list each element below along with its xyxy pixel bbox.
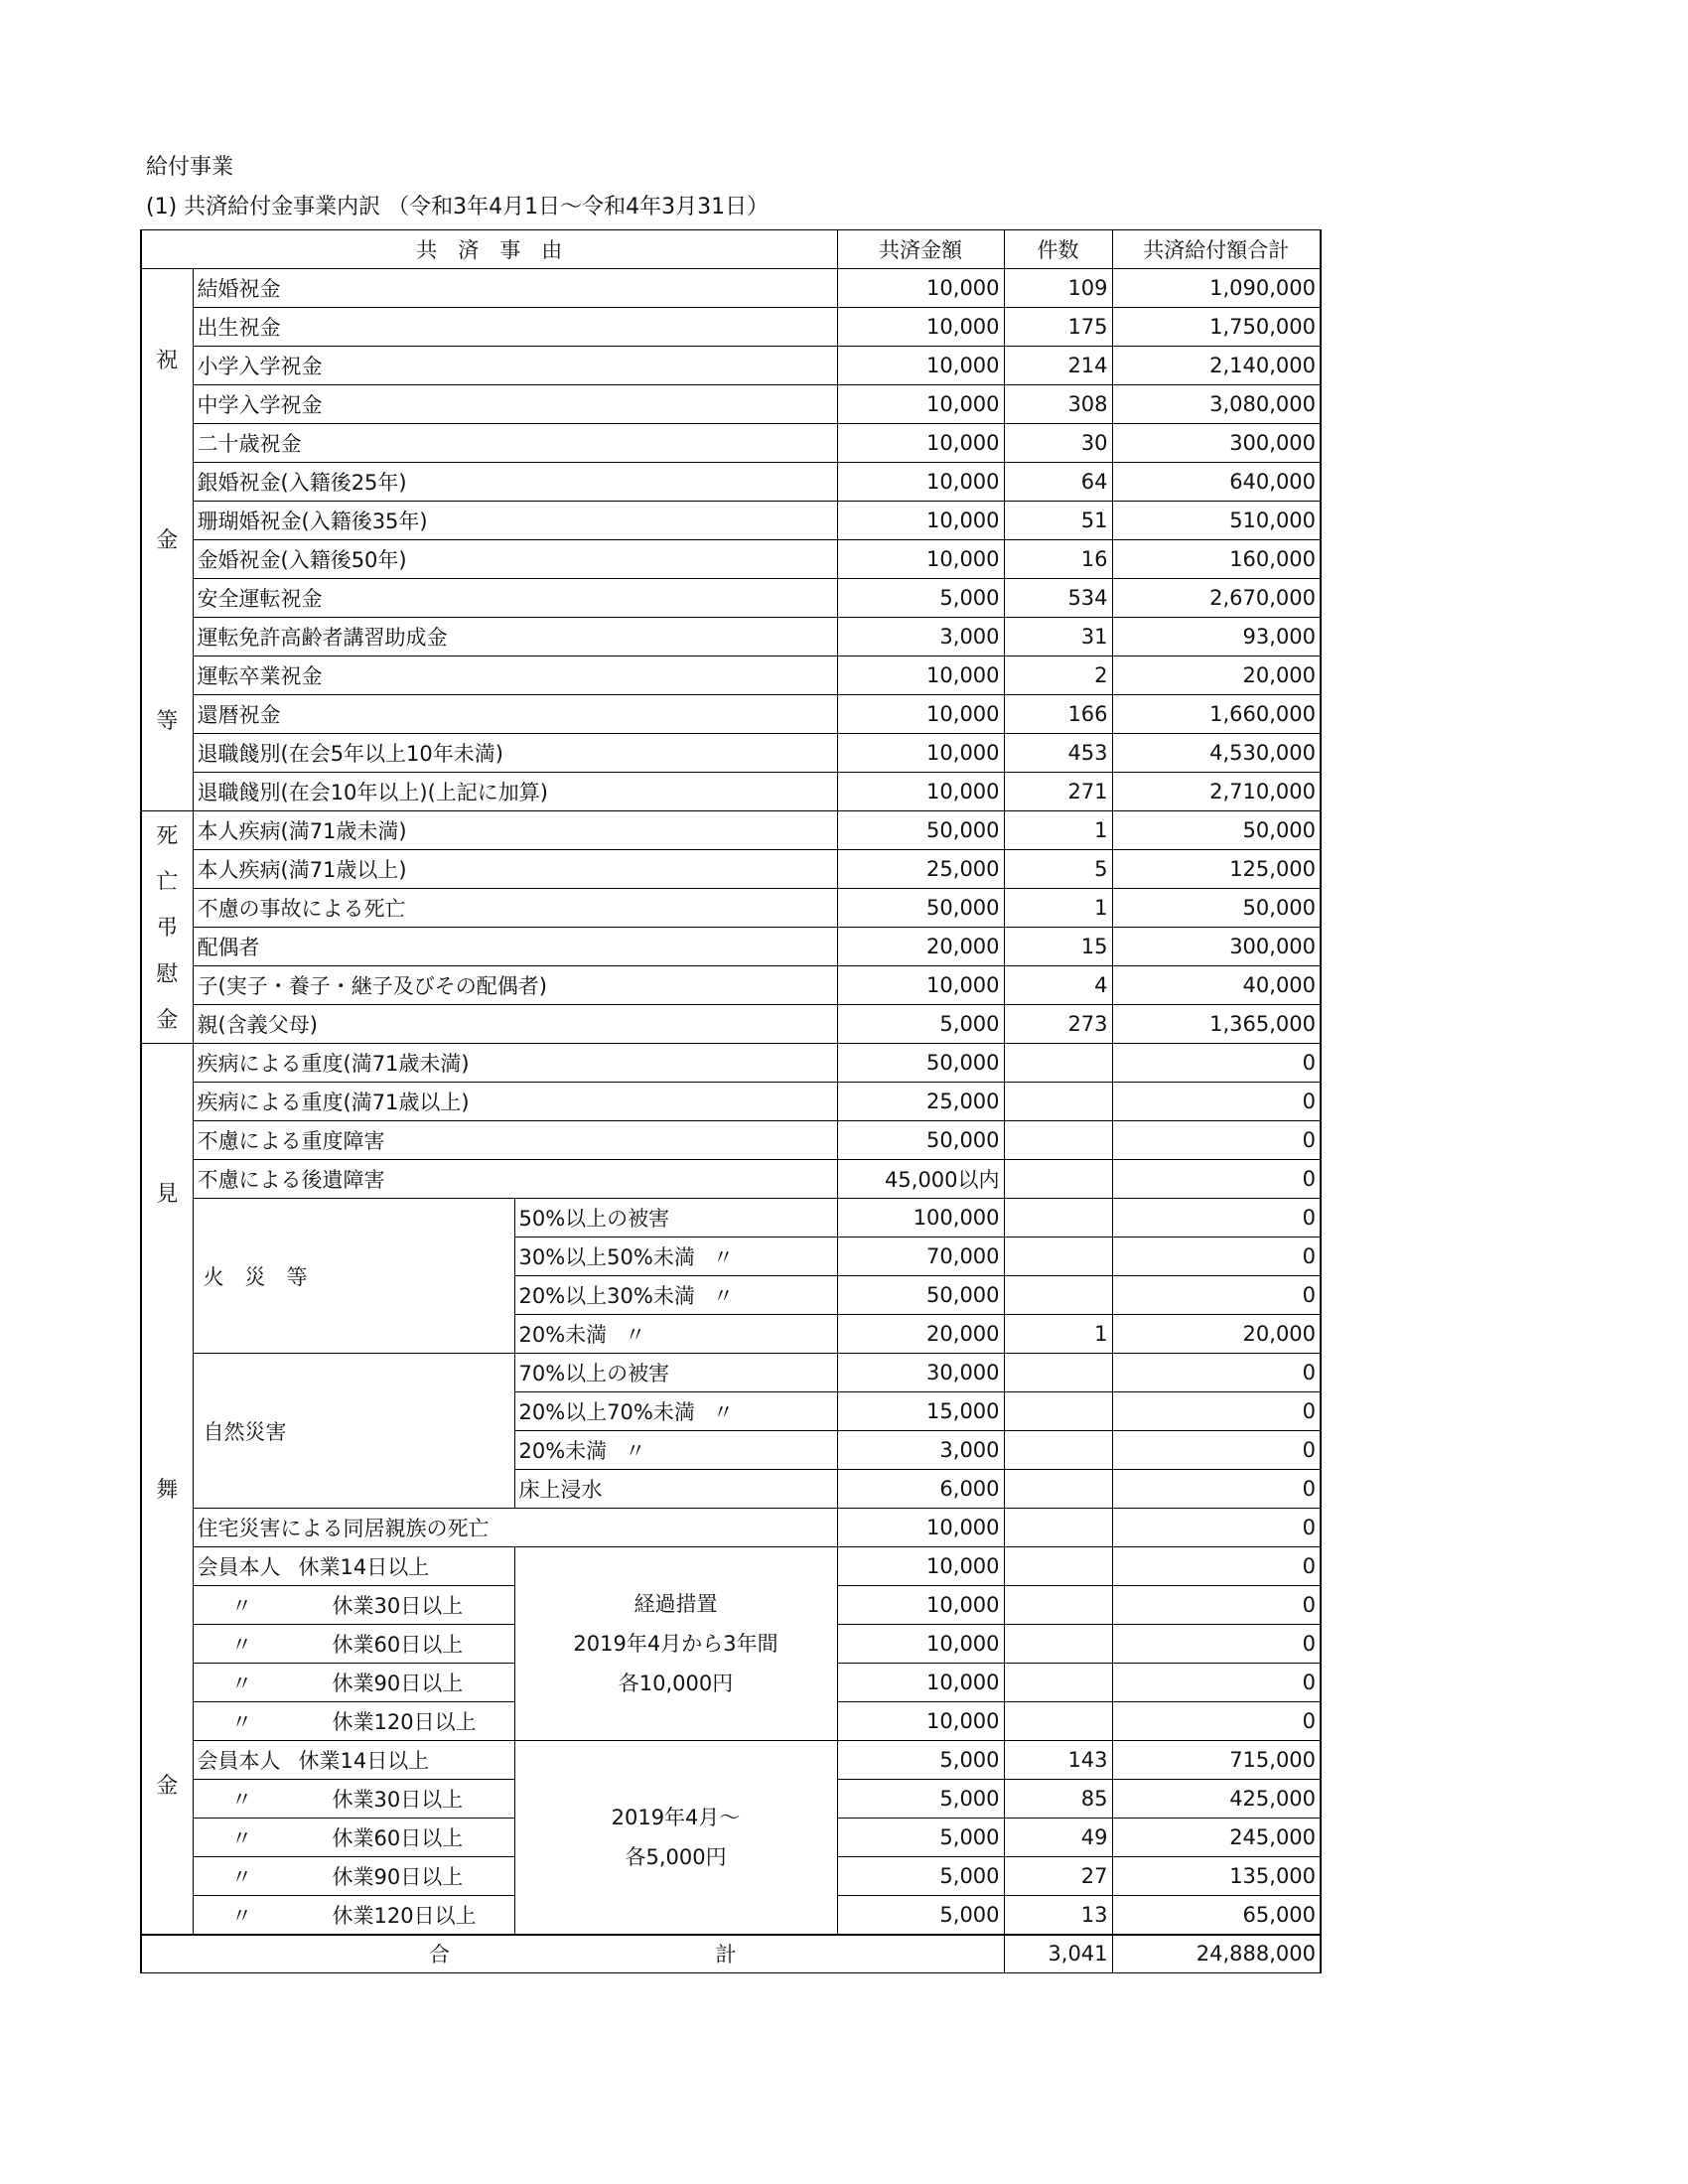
total-cell: 20,000 <box>1112 1315 1321 1354</box>
count-cell: 64 <box>1004 463 1112 502</box>
reason-cell: 疾病による重度(満71歳以上) <box>193 1083 837 1121</box>
reason-cell: 親(含義父母) <box>193 1005 837 1044</box>
category-shibo <box>141 811 193 1044</box>
leave-prefix: 〃 <box>231 1865 252 1889</box>
reason-cell: 疾病による重度(満71歳未満) <box>193 1044 837 1083</box>
header-row <box>141 230 1321 269</box>
leave-reason-cell <box>193 1819 514 1857</box>
count-cell <box>1004 1702 1112 1741</box>
table-row <box>141 347 1321 385</box>
reason-cell: 子(実子・養子・継子及びその配偶者) <box>193 966 837 1005</box>
table-row <box>141 928 1321 966</box>
count-cell: 166 <box>1004 695 1112 734</box>
table-row <box>141 656 1321 695</box>
total-cell: 2,670,000 <box>1112 579 1321 618</box>
total-cell: 640,000 <box>1112 463 1321 502</box>
category-char: 金 <box>156 1774 179 1800</box>
total-label-char: 合 <box>429 1943 450 1967</box>
count-cell: 15 <box>1004 928 1112 966</box>
reason-cell: 退職餞別(在会5年以上10年未満) <box>193 734 837 773</box>
table-row <box>141 850 1321 889</box>
reason-cell: 運転免許高齢者講習助成金 <box>193 618 837 656</box>
count-cell <box>1004 1354 1112 1392</box>
count-cell: 1 <box>1004 811 1112 850</box>
leave-prefix: 〃 <box>231 1633 252 1657</box>
table-row <box>141 1121 1321 1160</box>
count-cell: 1 <box>1004 1315 1112 1354</box>
total-cell: 2,140,000 <box>1112 347 1321 385</box>
category-char: 慰 <box>156 961 179 987</box>
leave-label: 休業30日以上 <box>332 1594 464 1618</box>
total-cell: 1,660,000 <box>1112 695 1321 734</box>
amount-cell: 30,000 <box>837 1354 1004 1392</box>
sub-reason-label: 20%以上30%未満 <box>518 1284 695 1308</box>
sub-reason-label: 20%未満 <box>518 1439 608 1463</box>
total-cell: 50,000 <box>1112 889 1321 928</box>
reason-cell: 安全運転祝金 <box>193 579 837 618</box>
ditto-mark: 〃 <box>712 1400 734 1424</box>
note-line: 経過措置 <box>633 1592 718 1616</box>
total-cell: 0 <box>1112 1199 1321 1238</box>
amount-cell: 10,000 <box>837 347 1004 385</box>
amount-cell: 5,000 <box>837 579 1004 618</box>
amount-cell: 5,000 <box>837 1780 1004 1819</box>
count-cell: 85 <box>1004 1780 1112 1819</box>
count-cell <box>1004 1160 1112 1199</box>
total-cell: 0 <box>1112 1121 1321 1160</box>
amount-cell: 10,000 <box>837 502 1004 540</box>
count-cell: 4 <box>1004 966 1112 1005</box>
sub-reason-label: 20%未満 <box>518 1323 608 1347</box>
amount-cell: 50,000 <box>837 1276 1004 1315</box>
amount-cell: 5,000 <box>837 1857 1004 1896</box>
leave-reason-cell <box>193 1625 514 1664</box>
category-char: 金 <box>156 1008 179 1034</box>
amount-cell: 5,000 <box>837 1005 1004 1044</box>
table-row <box>141 540 1321 579</box>
count-cell <box>1004 1121 1112 1160</box>
leave-reason-cell <box>193 1547 514 1586</box>
leave-prefix: 〃 <box>231 1826 252 1850</box>
table-row <box>141 463 1321 502</box>
amount-cell: 10,000 <box>837 1664 1004 1702</box>
category-char: 舞 <box>156 1477 179 1503</box>
sub-reason-cell <box>514 1354 837 1392</box>
total-cell: 2,710,000 <box>1112 773 1321 811</box>
total-cell: 93,000 <box>1112 618 1321 656</box>
total-cell: 0 <box>1112 1625 1321 1664</box>
table-row <box>141 966 1321 1005</box>
table-row <box>141 889 1321 928</box>
count-cell: 31 <box>1004 618 1112 656</box>
amount-cell: 10,000 <box>837 540 1004 579</box>
count-cell <box>1004 1509 1112 1547</box>
amount-cell: 10,000 <box>837 656 1004 695</box>
amount-cell: 10,000 <box>837 463 1004 502</box>
count-cell: 175 <box>1004 308 1112 347</box>
amount-cell: 10,000 <box>837 1625 1004 1664</box>
amount-cell: 10,000 <box>837 966 1004 1005</box>
amount-cell: 10,000 <box>837 695 1004 734</box>
reason-cell: 結婚祝金 <box>193 269 837 308</box>
count-cell <box>1004 1431 1112 1470</box>
ditto-mark: 〃 <box>712 1245 734 1269</box>
amount-cell: 50,000 <box>837 811 1004 850</box>
leave-label: 休業120日以上 <box>332 1903 477 1928</box>
count-cell <box>1004 1547 1112 1586</box>
total-cell: 1,090,000 <box>1112 269 1321 308</box>
count-cell: 143 <box>1004 1741 1112 1780</box>
amount-cell: 10,000 <box>837 385 1004 424</box>
sub-reason-cell <box>514 1431 837 1470</box>
total-cell: 0 <box>1112 1276 1321 1315</box>
header-total: 共済給付額合計 <box>1112 230 1321 269</box>
amount-cell: 10,000 <box>837 269 1004 308</box>
count-cell: 30 <box>1004 424 1112 463</box>
header-count: 件数 <box>1004 230 1112 269</box>
reason-cell: 金婚祝金(入籍後50年) <box>193 540 837 579</box>
transitional-note <box>514 1547 837 1741</box>
note-line: 各5,000円 <box>625 1844 727 1869</box>
table-row <box>141 269 1321 308</box>
amount-cell: 50,000 <box>837 1044 1004 1083</box>
count-cell: 273 <box>1004 1005 1112 1044</box>
count-cell: 27 <box>1004 1857 1112 1896</box>
total-label-cell <box>141 1935 1004 1973</box>
table-row <box>141 1199 1321 1238</box>
table-row <box>141 811 1321 850</box>
amount-cell: 3,000 <box>837 1431 1004 1470</box>
table-row <box>141 1509 1321 1547</box>
leave-reason-cell <box>193 1586 514 1625</box>
total-cell: 40,000 <box>1112 966 1321 1005</box>
table-row <box>141 1005 1321 1044</box>
amount-cell: 5,000 <box>837 1741 1004 1780</box>
ditto-mark: 〃 <box>625 1323 646 1347</box>
total-cell: 1,365,000 <box>1112 1005 1321 1044</box>
leave-reason-cell <box>193 1741 514 1780</box>
count-cell <box>1004 1586 1112 1625</box>
leave-prefix: 会員本人 <box>197 1749 281 1773</box>
total-cell: 0 <box>1112 1431 1321 1470</box>
total-cell: 0 <box>1112 1392 1321 1431</box>
leave-prefix: 〃 <box>231 1594 252 1618</box>
natural-disaster-group-label: 自然災害 <box>193 1354 514 1509</box>
leave-label: 休業30日以上 <box>332 1788 464 1812</box>
reason-cell: 不慮による後遺障害 <box>193 1160 837 1199</box>
leave-reason-cell <box>193 1702 514 1741</box>
total-cell: 135,000 <box>1112 1857 1321 1896</box>
table-row <box>141 773 1321 811</box>
reason-cell: 本人疾病(満71歳以上) <box>193 850 837 889</box>
count-cell: 308 <box>1004 385 1112 424</box>
section-title: 給付事業 <box>146 155 234 180</box>
amount-cell: 45,000以内 <box>837 1160 1004 1199</box>
total-cell: 0 <box>1112 1160 1321 1199</box>
total-label-char: 計 <box>715 1943 737 1967</box>
sub-reason-cell <box>514 1199 837 1238</box>
total-cell: 0 <box>1112 1509 1321 1547</box>
sub-reason-label: 30%以上50%未満 <box>518 1245 695 1269</box>
total-cell: 300,000 <box>1112 928 1321 966</box>
total-cell: 425,000 <box>1112 1780 1321 1819</box>
amount-cell: 10,000 <box>837 1702 1004 1741</box>
total-cell: 0 <box>1112 1470 1321 1509</box>
count-cell <box>1004 1625 1112 1664</box>
fire-group-label: 火 災 等 <box>193 1199 514 1354</box>
count-cell: 5 <box>1004 850 1112 889</box>
total-cell: 245,000 <box>1112 1819 1321 1857</box>
total-cell: 715,000 <box>1112 1741 1321 1780</box>
sub-reason-cell <box>514 1392 837 1431</box>
category-char: 等 <box>156 708 179 734</box>
total-cell: 0 <box>1112 1702 1321 1741</box>
count-cell: 214 <box>1004 347 1112 385</box>
reason-cell: 小学入学祝金 <box>193 347 837 385</box>
table-row <box>141 385 1321 424</box>
sub-reason-label: 70%以上の被害 <box>518 1362 670 1385</box>
reason-cell: 珊瑚婚祝金(入籍後35年) <box>193 502 837 540</box>
leave-reason-cell <box>193 1780 514 1819</box>
category-char: 弔 <box>156 916 179 942</box>
amount-cell: 10,000 <box>837 734 1004 773</box>
amount-cell: 50,000 <box>837 889 1004 928</box>
table-row <box>141 734 1321 773</box>
total-cell: 125,000 <box>1112 850 1321 889</box>
amount-cell: 100,000 <box>837 1199 1004 1238</box>
header-amount: 共済金額 <box>837 230 1004 269</box>
total-cell: 0 <box>1112 1083 1321 1121</box>
count-cell: 51 <box>1004 502 1112 540</box>
leave-prefix: 会員本人 <box>197 1555 281 1579</box>
leave-label: 休業14日以上 <box>298 1555 430 1579</box>
count-cell: 534 <box>1004 579 1112 618</box>
leave-label: 休業90日以上 <box>332 1865 464 1889</box>
amount-cell: 10,000 <box>837 308 1004 347</box>
total-count: 3,041 <box>1004 1935 1112 1973</box>
reason-cell: 銀婚祝金(入籍後25年) <box>193 463 837 502</box>
amount-cell: 10,000 <box>837 424 1004 463</box>
leave-prefix: 〃 <box>231 1710 252 1734</box>
total-row <box>141 1935 1321 1973</box>
sub-reason-cell <box>514 1238 837 1276</box>
sub-reason-cell <box>514 1276 837 1315</box>
table-row <box>141 695 1321 734</box>
reason-cell: 還暦祝金 <box>193 695 837 734</box>
amount-cell: 5,000 <box>837 1896 1004 1935</box>
leave-label: 休業90日以上 <box>332 1672 464 1695</box>
leave-label: 休業60日以上 <box>332 1826 464 1850</box>
table-row <box>141 424 1321 463</box>
reason-cell: 不慮による重度障害 <box>193 1121 837 1160</box>
amount-cell: 10,000 <box>837 773 1004 811</box>
table-row <box>141 1083 1321 1121</box>
category-shibo-chars <box>142 811 193 1042</box>
count-cell: 109 <box>1004 269 1112 308</box>
reason-cell: 出生祝金 <box>193 308 837 347</box>
category-char: 死 <box>156 823 179 849</box>
total-cell: 65,000 <box>1112 1896 1321 1935</box>
amount-cell: 15,000 <box>837 1392 1004 1431</box>
total-cell: 1,750,000 <box>1112 308 1321 347</box>
leave-reason-cell <box>193 1857 514 1896</box>
reason-cell: 配偶者 <box>193 928 837 966</box>
total-cell: 300,000 <box>1112 424 1321 463</box>
count-cell: 1 <box>1004 889 1112 928</box>
reason-cell: 本人疾病(満71歳未満) <box>193 811 837 850</box>
total-cell: 4,530,000 <box>1112 734 1321 773</box>
amount-cell: 10,000 <box>837 1586 1004 1625</box>
category-shukin-chars <box>142 269 193 809</box>
amount-cell: 3,000 <box>837 618 1004 656</box>
table-row <box>141 1547 1321 1586</box>
category-shukin <box>141 269 193 811</box>
total-cell: 0 <box>1112 1238 1321 1276</box>
total-cell: 50,000 <box>1112 811 1321 850</box>
table-row <box>141 618 1321 656</box>
count-cell <box>1004 1664 1112 1702</box>
sub-reason-label: 50%以上の被害 <box>518 1207 670 1231</box>
leave-label: 休業60日以上 <box>332 1633 464 1657</box>
count-cell: 453 <box>1004 734 1112 773</box>
sub-reason-cell <box>514 1470 837 1509</box>
count-cell <box>1004 1470 1112 1509</box>
current-note <box>514 1741 837 1935</box>
ditto-mark: 〃 <box>625 1439 646 1463</box>
category-mimai-chars <box>142 1044 193 1933</box>
total-cell: 0 <box>1112 1547 1321 1586</box>
section-subtitle: (1) 共済給付金事業内訳 （令和3年4月1日～令和4年3月31日） <box>146 195 770 219</box>
amount-cell: 25,000 <box>837 1083 1004 1121</box>
leave-reason-cell <box>193 1896 514 1935</box>
count-cell <box>1004 1276 1112 1315</box>
ditto-mark: 〃 <box>712 1284 734 1308</box>
amount-cell: 70,000 <box>837 1238 1004 1276</box>
count-cell <box>1004 1044 1112 1083</box>
table-row <box>141 1160 1321 1199</box>
leave-reason-cell <box>193 1664 514 1702</box>
leave-prefix: 〃 <box>231 1788 252 1812</box>
note-line: 各10,000円 <box>618 1672 734 1695</box>
leave-label: 休業120日以上 <box>332 1710 477 1734</box>
reason-cell: 二十歳祝金 <box>193 424 837 463</box>
amount-cell: 5,000 <box>837 1819 1004 1857</box>
count-cell: 13 <box>1004 1896 1112 1935</box>
total-cell: 0 <box>1112 1586 1321 1625</box>
count-cell <box>1004 1238 1112 1276</box>
sub-reason-label: 床上浸水 <box>518 1478 603 1502</box>
amount-cell: 20,000 <box>837 1315 1004 1354</box>
total-cell: 0 <box>1112 1664 1321 1702</box>
amount-cell: 20,000 <box>837 928 1004 966</box>
count-cell: 49 <box>1004 1819 1112 1857</box>
amount-cell: 6,000 <box>837 1470 1004 1509</box>
amount-cell: 10,000 <box>837 1509 1004 1547</box>
table-row <box>141 1741 1321 1780</box>
leave-label: 休業14日以上 <box>298 1749 430 1773</box>
count-cell: 16 <box>1004 540 1112 579</box>
amount-cell: 10,000 <box>837 1547 1004 1586</box>
grand-total: 24,888,000 <box>1112 1935 1321 1973</box>
count-cell <box>1004 1199 1112 1238</box>
count-cell: 2 <box>1004 656 1112 695</box>
total-cell: 20,000 <box>1112 656 1321 695</box>
note-line: 2019年4月～ <box>611 1805 741 1829</box>
total-cell: 0 <box>1112 1354 1321 1392</box>
amount-cell: 50,000 <box>837 1121 1004 1160</box>
category-char: 亡 <box>156 870 179 896</box>
count-cell <box>1004 1392 1112 1431</box>
total-cell: 160,000 <box>1112 540 1321 579</box>
category-mimai <box>141 1044 193 1935</box>
total-label <box>146 1939 1000 1968</box>
reason-cell: 住宅災害による同居親族の死亡 <box>193 1509 837 1547</box>
total-cell: 3,080,000 <box>1112 385 1321 424</box>
total-cell: 510,000 <box>1112 502 1321 540</box>
reason-cell: 退職餞別(在会10年以上)(上記に加算) <box>193 773 837 811</box>
sub-reason-label: 20%以上70%未満 <box>518 1400 695 1424</box>
note-line: 2019年4月から3年間 <box>573 1632 778 1656</box>
leave-prefix: 〃 <box>231 1903 252 1928</box>
reason-cell: 中学入学祝金 <box>193 385 837 424</box>
sub-reason-cell <box>514 1315 837 1354</box>
count-cell <box>1004 1083 1112 1121</box>
benefit-table <box>140 229 1322 1973</box>
table-row <box>141 579 1321 618</box>
header-reason: 共 済 事 由 <box>141 230 837 269</box>
category-char: 金 <box>156 528 179 554</box>
table-row <box>141 1354 1321 1392</box>
table-row <box>141 502 1321 540</box>
amount-cell: 25,000 <box>837 850 1004 889</box>
category-char: 見 <box>156 1181 179 1207</box>
category-char: 祝 <box>156 349 179 374</box>
count-cell: 271 <box>1004 773 1112 811</box>
reason-cell: 運転卒業祝金 <box>193 656 837 695</box>
leave-prefix: 〃 <box>231 1672 252 1695</box>
total-cell: 0 <box>1112 1044 1321 1083</box>
table-row <box>141 308 1321 347</box>
reason-cell: 不慮の事故による死亡 <box>193 889 837 928</box>
table-row <box>141 1044 1321 1083</box>
